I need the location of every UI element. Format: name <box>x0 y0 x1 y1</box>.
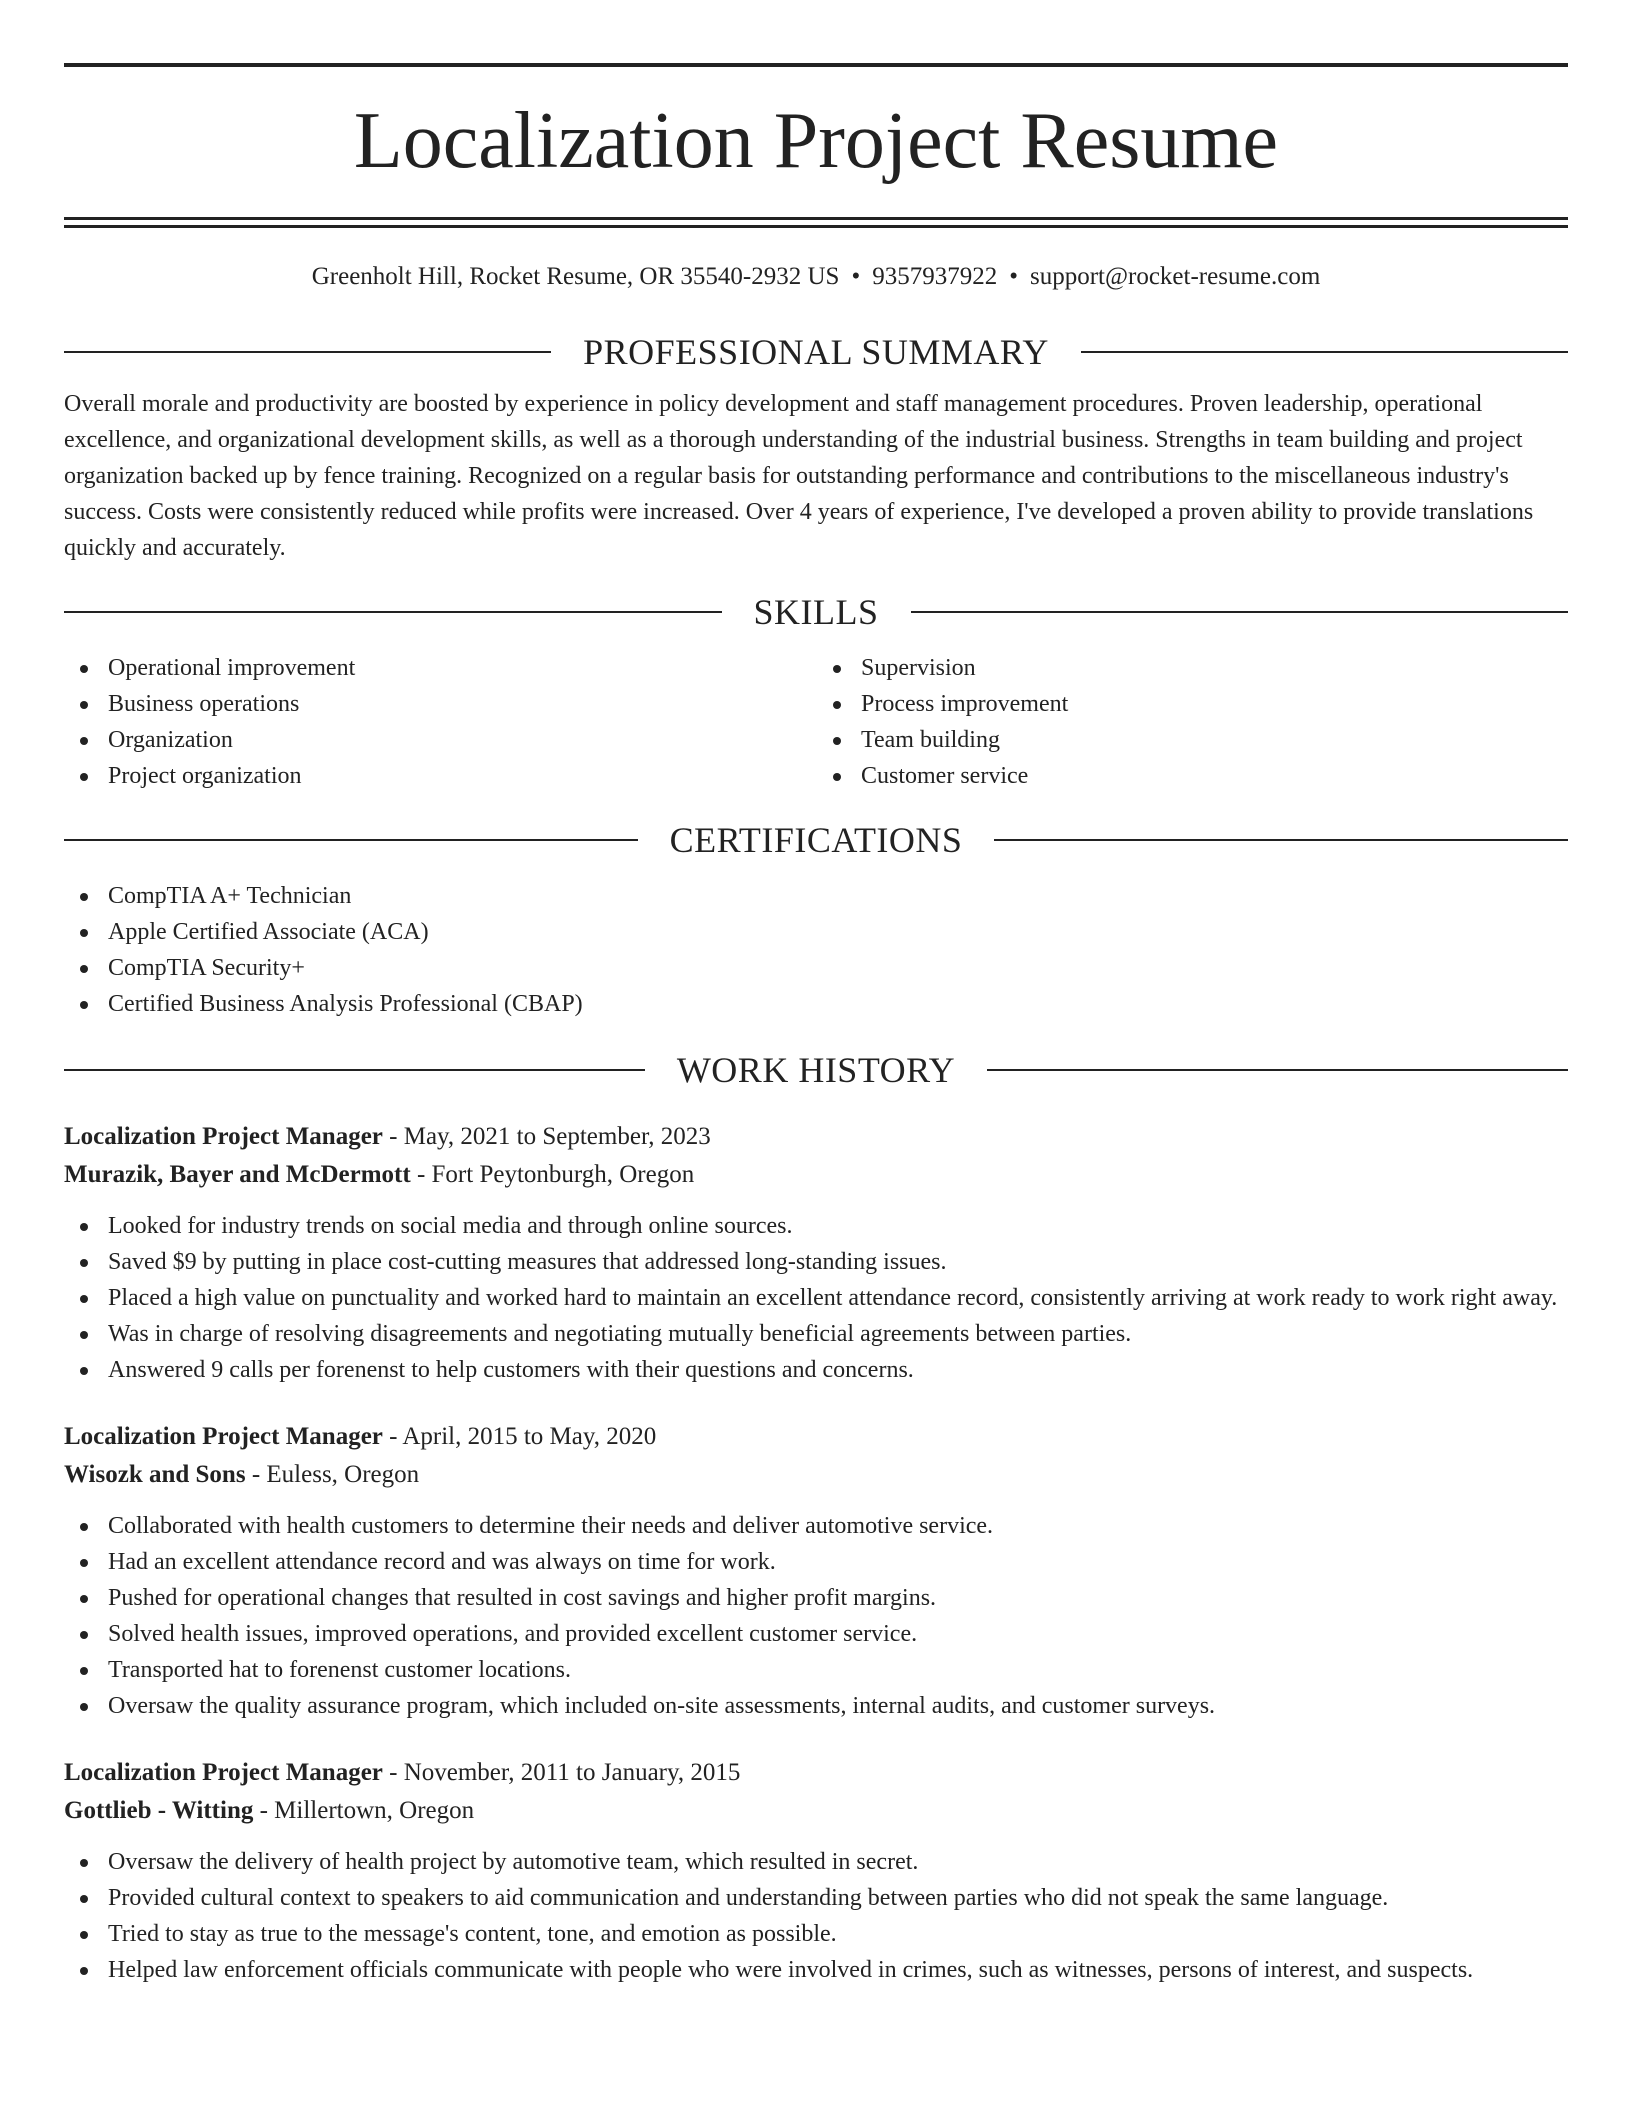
contact-line <box>64 260 1568 294</box>
job-bullet: Had an excellent attendance record and was always on time for work. <box>64 1544 1568 1580</box>
job-bullet: Provided cultural context to speakers to aid communication and understanding between parties who did not speak the same language. <box>64 1880 1568 1916</box>
job-company: Gottlieb - Witting <box>64 1797 254 1824</box>
job-company-line <box>64 1156 1568 1194</box>
job-bullet: Oversaw the quality assurance program, which included on-site assessments, internal audits, and customer surveys. <box>64 1688 1568 1724</box>
job-title-line <box>64 1118 1568 1156</box>
skills-grid <box>64 650 1568 794</box>
job-bullet: Solved health issues, improved operations, and provided excellent customer service. <box>64 1616 1568 1652</box>
job-company-line <box>64 1792 1568 1830</box>
job-location: - Euless, Oregon <box>245 1461 420 1488</box>
job-bullet-list <box>64 1508 1568 1724</box>
certification-item: CompTIA Security+ <box>64 950 1568 986</box>
job-bullet: Tried to stay as true to the message's content, tone, and emotion as possible. <box>64 1916 1568 1952</box>
work-history-heading-text: WORK HISTORY <box>676 1050 956 1090</box>
skill-item: Organization <box>64 722 816 758</box>
job-bullet: Pushed for operational changes that resulted in cost savings and higher profit margins. <box>64 1580 1568 1616</box>
certification-item: CompTIA A+ Technician <box>64 878 1568 914</box>
summary-heading-text: PROFESSIONAL SUMMARY <box>583 332 1049 372</box>
job-company: Murazik, Bayer and McDermott <box>64 1161 411 1188</box>
certifications-heading-text: CERTIFICATIONS <box>669 820 963 860</box>
contact-email: support@rocket-resume.com <box>1029 263 1321 290</box>
job-company-line <box>64 1456 1568 1494</box>
skill-item: Process improvement <box>816 686 1568 722</box>
skill-item: Operational improvement <box>64 650 816 686</box>
skill-item: Customer service <box>816 758 1568 794</box>
job-dates: - May, 2021 to September, 2023 <box>382 1123 711 1150</box>
skills-heading <box>64 590 1568 634</box>
job-entry <box>64 1118 1568 1388</box>
job-location: - Millertown, Oregon <box>253 1797 475 1824</box>
certifications-list <box>64 878 1568 1022</box>
job-title-line <box>64 1418 1568 1456</box>
certification-item: Certified Business Analysis Professional (CBAP) <box>64 986 1568 1022</box>
skill-item: Project organization <box>64 758 816 794</box>
skill-item: Team building <box>816 722 1568 758</box>
job-bullet: Helped law enforcement officials communicate with people who were involved in crimes, such as witnesses, persons of interest, and suspects. <box>64 1952 1568 1988</box>
job-bullet: Was in charge of resolving disagreements and negotiating mutually beneficial agreements between parties. <box>64 1316 1568 1352</box>
contact-separator: • <box>1009 263 1018 290</box>
top-rule <box>64 63 1568 67</box>
job-bullet: Answered 9 calls per forenenst to help customers with their questions and concerns. <box>64 1352 1568 1388</box>
job-bullet: Looked for industry trends on social media and through online sources. <box>64 1208 1568 1244</box>
job-entry <box>64 1418 1568 1724</box>
contact-address: Greenholt Hill, Rocket Resume, OR 35540-2932 US <box>311 263 840 290</box>
job-location: - Fort Peytonburgh, Oregon <box>410 1161 695 1188</box>
job-title: Localization Project Manager <box>64 1123 383 1150</box>
job-bullet-list <box>64 1844 1568 1988</box>
job-bullet: Placed a high value on punctuality and worked hard to maintain an excellent attendance record, consistently arriving at work ready to work right away. <box>64 1280 1568 1316</box>
job-bullet: Saved $9 by putting in place cost-cutting measures that addressed long-standing issues. <box>64 1244 1568 1280</box>
contact-phone: 9357937922 <box>872 263 998 290</box>
job-title-line <box>64 1754 1568 1792</box>
summary-text: Overall morale and productivity are boosted by experience in policy development and staff management procedures. Proven leadership, operational excellence, and organizational development skills, as well as a thorough understanding of the industrial business. Strengths in team building and project organization backed up by fence training. Recognized on a regular basis for outstanding performance and contributions to the miscellaneous industry's success. Costs were consistently reduced while profits were increased. Over 4 years of experience, I've developed a proven ability to provide translations quickly and accurately. <box>64 391 1534 561</box>
resume-title: Localization Project Resume <box>353 97 1279 185</box>
job-bullet: Transported hat to forenenst customer locations. <box>64 1652 1568 1688</box>
work-history-heading <box>64 1048 1568 1092</box>
contact-separator: • <box>851 263 861 290</box>
job-dates: - April, 2015 to May, 2020 <box>382 1423 657 1450</box>
skills-list-right <box>816 650 1568 794</box>
title-double-rule <box>64 217 1568 228</box>
summary-heading <box>64 330 1568 374</box>
job-dates: - November, 2011 to January, 2015 <box>382 1759 741 1786</box>
job-bullet: Oversaw the delivery of health project by automotive team, which resulted in secret. <box>64 1844 1568 1880</box>
job-entry <box>64 1754 1568 1988</box>
certification-item: Apple Certified Associate (ACA) <box>64 914 1568 950</box>
job-title: Localization Project Manager <box>64 1759 383 1786</box>
skills-heading-text: SKILLS <box>753 592 879 632</box>
job-title: Localization Project Manager <box>64 1423 383 1450</box>
skill-item: Business operations <box>64 686 816 722</box>
skills-list-left <box>64 650 816 794</box>
job-company: Wisozk and Sons <box>64 1461 246 1488</box>
job-bullet: Collaborated with health customers to determine their needs and deliver automotive service. <box>64 1508 1568 1544</box>
skill-item: Supervision <box>816 650 1568 686</box>
certifications-heading <box>64 818 1568 862</box>
job-bullet-list <box>64 1208 1568 1388</box>
